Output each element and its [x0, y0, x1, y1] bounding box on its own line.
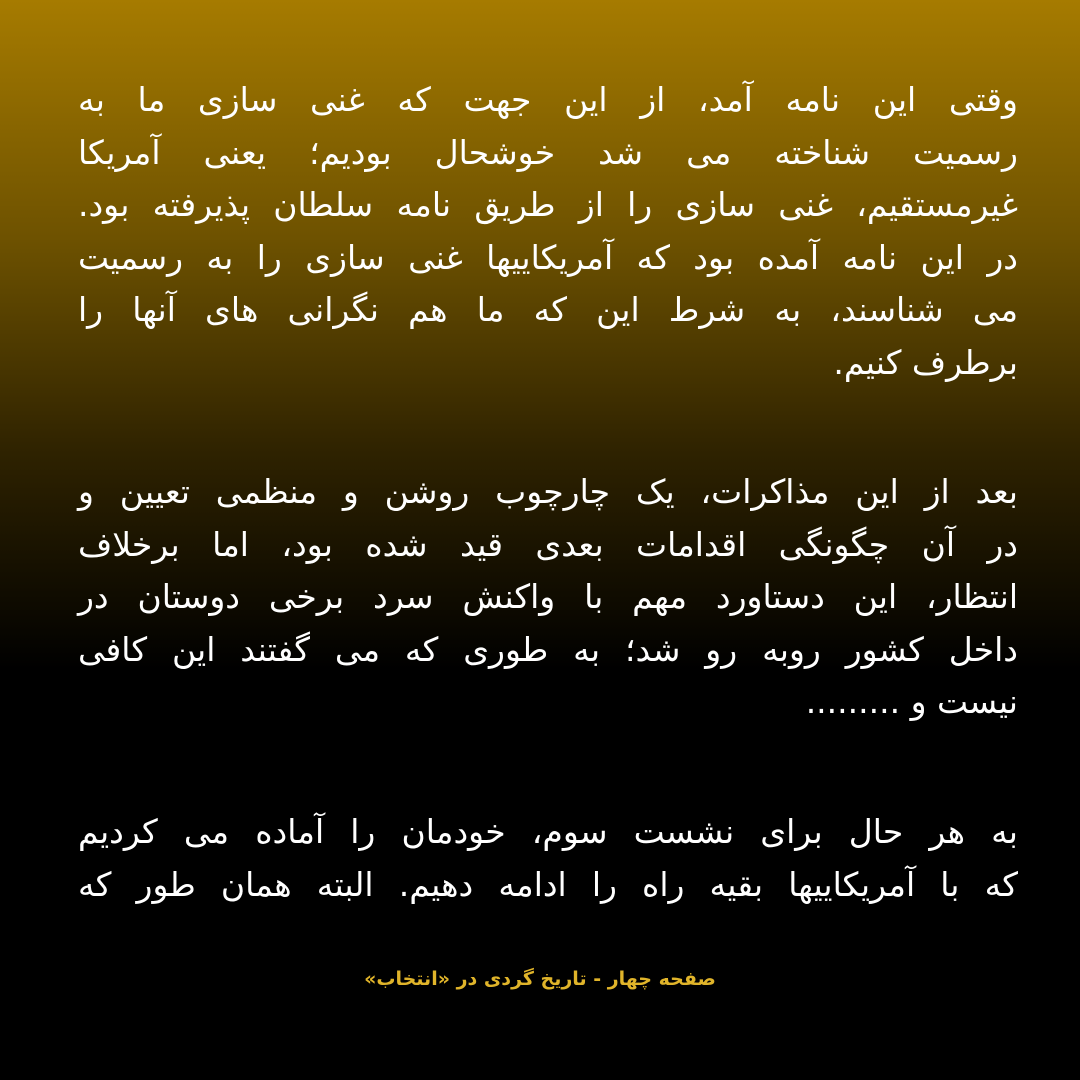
- text-line: داخل کشور روبه رو شد؛ به طوری که می گفتند این کافی: [78, 629, 1018, 669]
- text-line: در این نامه آمده بود که آمریکاییها غنی سازی را به رسمیت: [78, 237, 1018, 277]
- text-line: بعد از این مذاکرات، یک چارچوب روشن و منظمی تعیین و: [78, 472, 1018, 511]
- text-line: وقتی این نامه آمد، از این جهت که غنی سازی ما به: [78, 80, 1018, 119]
- paragraph-2: [78, 466, 1018, 729]
- text-line: برطرف کنیم.: [833, 342, 1018, 382]
- text-line: در آن چگونگی اقدامات بعدی قید شده بود، اما برخلاف: [78, 524, 1018, 564]
- text-line: به هر حال برای نشست سوم، خودمان را آماده می کردیم: [78, 812, 1018, 851]
- text-line: غیرمستقیم، غنی سازی را از طریق نامه سلطان پذیرفته بود.: [78, 185, 1018, 224]
- text-line: انتظار، این دستاورد مهم با واکنش سرد برخی دوستان در: [78, 577, 1018, 616]
- page-footer: صفحه چهار - تاریخ گردی در «انتخاب»: [364, 968, 716, 990]
- text-line: که با آمریکاییها بقیه راه را ادامه دهیم. البته همان طور که: [78, 864, 1018, 904]
- text-line: رسمیت شناخته می شد خوشحال بودیم؛ یعنی آمریکا: [78, 132, 1018, 172]
- paragraph-1: [78, 74, 1018, 389]
- paragraph-3: [78, 806, 1018, 911]
- text-line: نیست و .........: [805, 682, 1018, 721]
- text-line: می شناسند، به شرط این که ما هم نگرانی های آنها را: [78, 290, 1018, 329]
